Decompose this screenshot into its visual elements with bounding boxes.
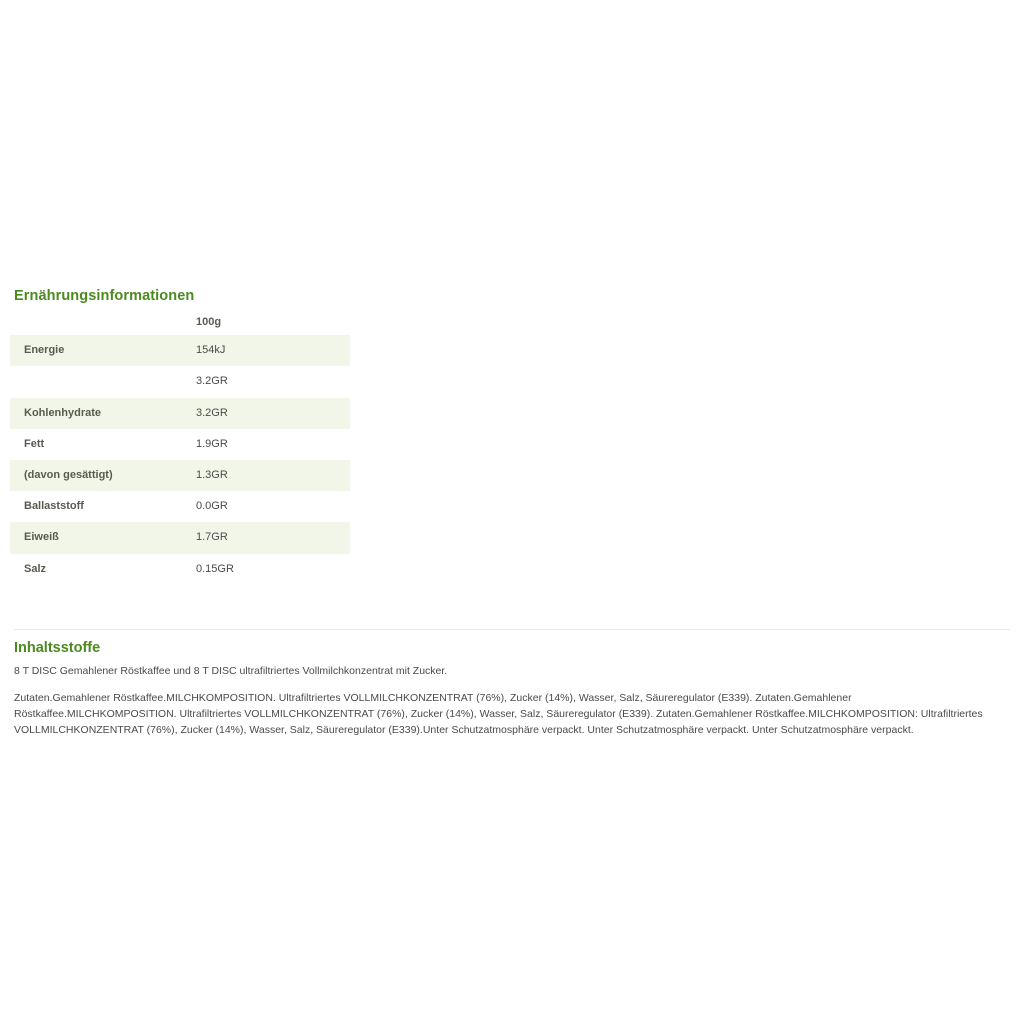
ingredients-section: [14, 640, 1010, 738]
nutrition-table: [10, 310, 350, 585]
nutrient-value: 1.3GR: [196, 468, 228, 481]
header-serving-cell: 100g: [196, 316, 222, 328]
table-header-row: [10, 310, 350, 335]
nutrient-value: 3.2GR: [196, 375, 228, 388]
nutrient-label: Eiweiß: [24, 531, 59, 544]
ingredients-detail: Zutaten.Gemahlener Röstkaffee.MILCHKOMPOSITION. Ultrafiltriertes VOLLMILCHKONZENTRAT (76%), Zucker (14%), Wasser, Salz, Säureregulator (E339). Zutaten.Gemahlener Röstkaffee.MILCHKOMPOSITION. Ultrafiltriertes VOLLMILCHKONZENTRAT (76%), Zucker (14%), Wasser, Salz, Säureregulator (E339). Zutaten.Gemahlener Röstkaffee.MILCHKOMPOSITION: Ultrafiltriertes VOLLMILCHKONZENTRAT (76%), Zucker (14%), Wasser, Salz, Säureregulator (E339).Unter Schutzatmosphäre verpackt. Unter Schutzatmosphäre verpackt. Unter Schutzatmosphäre verpackt.: [14, 692, 983, 736]
table-row: [10, 398, 350, 429]
nutrient-value: 0.0GR: [196, 500, 228, 513]
nutrient-value: 154kJ: [196, 344, 226, 357]
nutrition-section: [14, 288, 1010, 585]
table-row: [10, 460, 350, 491]
nutrient-label: Fett: [24, 437, 45, 450]
ingredients-heading: Inhaltsstoffe: [14, 640, 101, 656]
nutrition-heading: Ernährungsinformationen: [14, 288, 195, 304]
nutrient-value: 0.15GR: [196, 562, 234, 575]
nutrient-value: 3.2GR: [196, 406, 228, 419]
nutrition-table-body: [10, 310, 350, 585]
table-row: [10, 522, 350, 553]
nutrient-label: [10, 366, 182, 397]
nutrient-label: Kohlenhydrate: [24, 406, 102, 419]
nutrient-label: Energie: [24, 344, 65, 357]
ingredients-summary: 8 T DISC Gemahlener Röstkaffee und 8 T DISC ultrafiltriertes Vollmilchkonzentrat mit Zucker.: [14, 665, 448, 677]
nutrient-label: (davon gesättigt): [24, 468, 113, 481]
table-row: [10, 554, 350, 585]
nutrient-value: 1.9GR: [196, 437, 228, 450]
table-row: [10, 335, 350, 366]
table-row: [10, 491, 350, 522]
nutrient-label: Ballaststoff: [24, 500, 84, 513]
section-divider: [14, 629, 1010, 630]
header-blank-cell: [10, 310, 182, 335]
table-row: [10, 429, 350, 460]
nutrient-label: Salz: [24, 562, 47, 575]
table-row: [10, 366, 350, 397]
nutrient-value: 1.7GR: [196, 531, 228, 544]
